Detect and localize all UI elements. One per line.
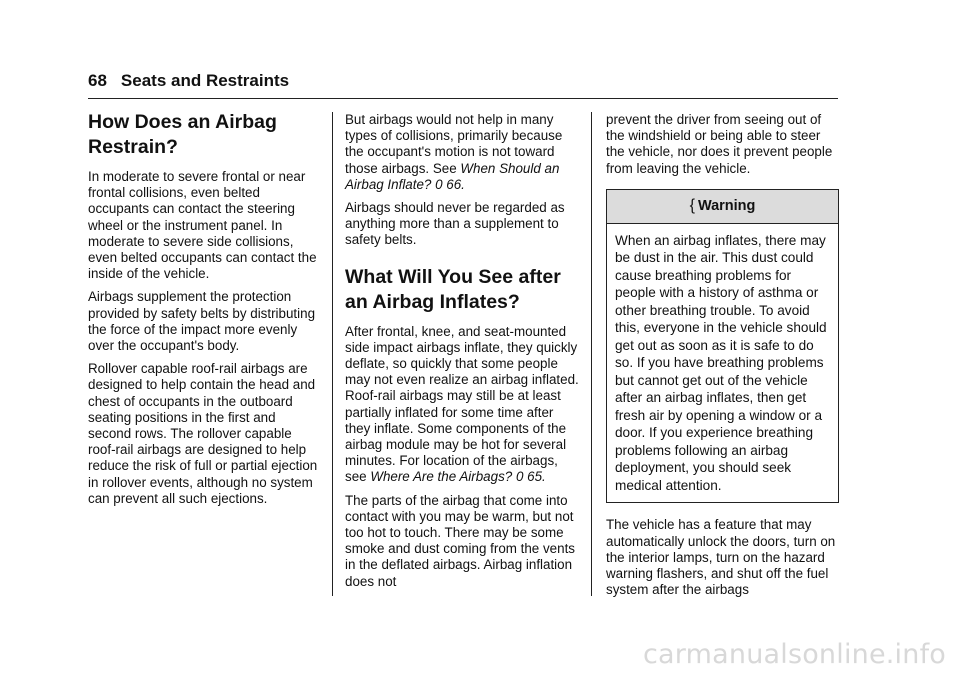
warning-box [606,189,839,504]
warning-icon: { [689,196,695,214]
paragraph: In moderate to severe frontal or near frontal collisions, even belted occupants can contact the steering wheel or the instrument panel. In moderate to severe side collisions, even belted occupants can contact the inside of the vehicle. [88,169,317,282]
page-reference[interactable]: 0 65. [515,469,546,485]
section-title: Seats and Restraints [120,71,290,90]
watermark: carmanualsonline.info [643,639,946,670]
paragraph: The vehicle has a feature that may automatically unlock the doors, turn on the interior lamps, turn on the hazard warning flashers, and shut off the fuel system after the airbags [606,517,836,598]
paragraph: The parts of the airbag that come into contact with you may be warm, but not too hot to touch. There may be some smoke and dust coming from the vents in the deflated airbags. Airbag inflation does not [345,492,575,589]
warning-header [607,190,838,224]
column-divider-1 [332,112,333,596]
warning-title: Warning [697,197,756,214]
warning-body: When an airbag inflates, there may be dust in the air. This dust could cause breathing problems for people with a history of asthma or other breathing trouble. To avoid this, everyone in the vehicle should get out as soon as it is safe to do so. If you have breathing problems but cannot get out of the vehicle after an airbag inflates, then get fresh air by opening a window or a door. If you experience breathing problems following an airbag deployment, you should seek medical attention. [615,232,827,493]
paragraph: prevent the driver from seeing out of the windshield or being able to steer the vehicle, nor does it prevent people from leaving the vehicle. [606,112,833,176]
header-divider [88,98,838,99]
paragraph [345,324,581,486]
paragraph: Rollover capable roof-rail airbags are designed to help contain the head and chest of occupants in the outboard seating positions in the first and second rows. The rollover capable roof-rail airbags are designed to help reduce the risk of full or partial ejection in rollover events, although no system can prevent all such ejections. [88,361,318,506]
paragraph: Airbags should never be regarded as anything more than a supplement to safety belts. [345,200,565,248]
column-3 [606,112,839,605]
column-2 [345,112,581,597]
page-header [88,70,838,92]
page-reference[interactable]: 0 66. [435,176,465,192]
paragraph: Airbags supplement the protection provided by safety belts by distributing the force of the impact more evenly over the occupant's body. [88,289,316,354]
paragraph-text: But airbags would not help in many types of collisions, primarily because the occupant's motion is not toward those airbags. See [345,112,563,176]
paragraph [345,112,581,193]
cross-reference-link[interactable]: When Should an Airbag Inflate? [345,160,560,192]
heading-what-will-you-see: What Will You See after an Airbag Inflates? [345,265,561,313]
page-number: 68 [88,71,107,90]
column-1 [88,110,318,514]
paragraph-text: After frontal, knee, and seat-mounted side impact airbags inflate, they quickly deflate, so quickly that some people may not even realize an airbag inflated. Roof-rail airbags may still be at least partially inflated for some time after they inflate. Some components of the airbag module may be hot for several minutes. For location of the airbags, see [345,323,579,485]
heading-how-does-airbag-restrain: How Does an Airbag Restrain? [88,111,277,158]
column-divider-2 [591,112,592,596]
cross-reference-link[interactable]: Where Are the Airbags? [370,469,513,485]
